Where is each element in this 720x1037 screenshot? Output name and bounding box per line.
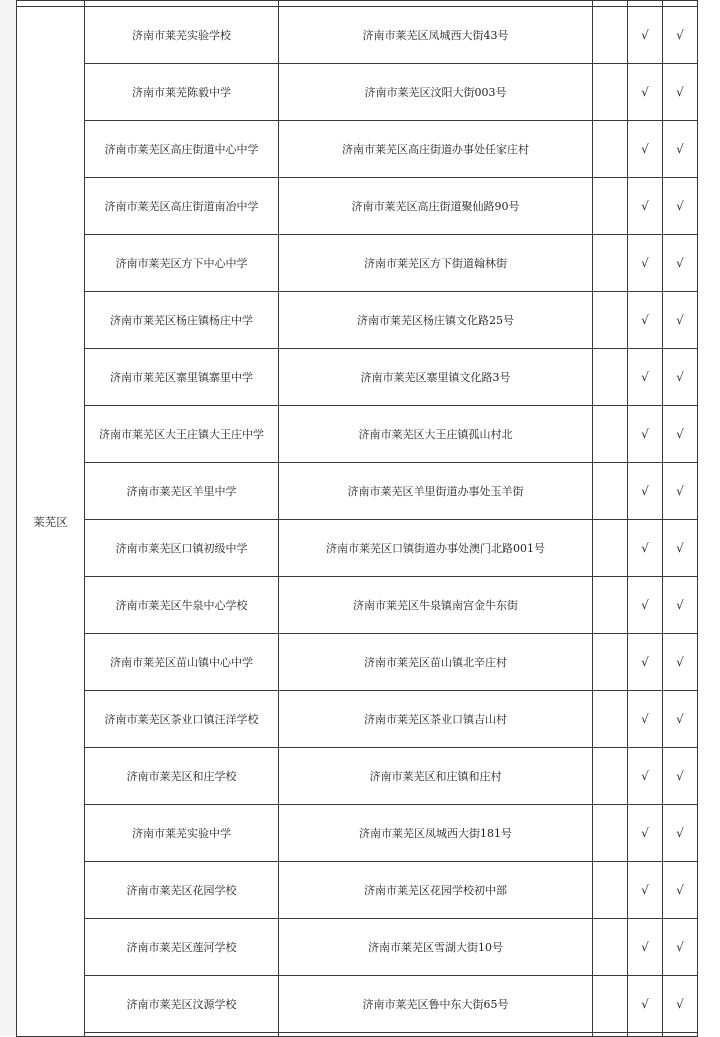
table-row — [17, 463, 698, 520]
check-mark-cell: √ — [628, 862, 663, 919]
school-name-cell: 济南市莱芜区大王庄镇大王庄中学 — [85, 406, 279, 463]
table-row — [17, 406, 698, 463]
school-name-cell: 济南市莱芜区花园学校 — [85, 862, 279, 919]
school-name-cell: 济南市莱芜实验学校 — [85, 7, 279, 64]
school-name-cell: 济南市莱芜区羊里中学 — [85, 463, 279, 520]
empty-check-cell — [593, 862, 628, 919]
table-row — [17, 862, 698, 919]
empty-check-cell — [593, 919, 628, 976]
empty-check-cell — [593, 691, 628, 748]
check-mark-cell: √ — [628, 634, 663, 691]
check-mark-cell: √ — [663, 349, 698, 406]
check-mark-cell: √ — [628, 805, 663, 862]
check-mark-cell: √ — [628, 121, 663, 178]
check-mark-cell: √ — [628, 292, 663, 349]
school-address-cell: 济南市莱芜区口镇街道办事处澳门北路001号 — [279, 520, 593, 577]
empty-check-cell — [593, 121, 628, 178]
empty-check-cell — [593, 64, 628, 121]
check-mark-cell: √ — [663, 520, 698, 577]
check-mark-cell: √ — [663, 805, 698, 862]
table-row — [17, 292, 698, 349]
school-name-cell: 济南市莱芜陈毅中学 — [85, 64, 279, 121]
check-mark-cell: √ — [628, 748, 663, 805]
check-mark-cell: √ — [628, 577, 663, 634]
check-mark-cell: √ — [663, 748, 698, 805]
empty-check-cell — [593, 292, 628, 349]
check-mark-cell: √ — [628, 178, 663, 235]
check-mark-cell: √ — [628, 406, 663, 463]
school-address-cell: 济南市莱芜区和庄镇和庄村 — [279, 748, 593, 805]
school-address-cell: 济南市莱芜区苗山镇北辛庄村 — [279, 634, 593, 691]
check-mark-cell: √ — [628, 976, 663, 1033]
school-address-cell: 济南市莱芜区方下街道翰林街 — [279, 235, 593, 292]
check-mark-cell: √ — [663, 121, 698, 178]
check-mark-cell: √ — [663, 691, 698, 748]
table-row — [17, 976, 698, 1033]
school-name-cell: 济南市莱芜区杨庄镇杨庄中学 — [85, 292, 279, 349]
schools-table-body — [17, 1, 698, 1037]
school-address-cell: 济南市莱芜区羊里街道办事处玉羊街 — [279, 463, 593, 520]
check-mark-cell: √ — [628, 691, 663, 748]
school-name-cell: 济南市莱芜实验中学 — [85, 805, 279, 862]
check-mark-cell: √ — [663, 235, 698, 292]
table-row — [17, 7, 698, 64]
table-row — [17, 64, 698, 121]
table-row — [17, 748, 698, 805]
empty-check-cell — [593, 976, 628, 1033]
school-address-cell: 济南市莱芜区茶业口镇吉山村 — [279, 691, 593, 748]
empty-check-cell — [593, 178, 628, 235]
table-row — [17, 121, 698, 178]
empty-check-cell — [593, 349, 628, 406]
school-name-cell: 济南市莱芜区口镇初级中学 — [85, 520, 279, 577]
check-mark-cell: √ — [663, 64, 698, 121]
empty-check-cell — [593, 577, 628, 634]
check-mark-cell: √ — [663, 463, 698, 520]
school-name-cell: 济南市莱芜区高庄街道南冶中学 — [85, 178, 279, 235]
school-address-cell: 济南市莱芜区汶阳大街003号 — [279, 64, 593, 121]
school-address-cell: 济南市莱芜区凤城西大街181号 — [279, 805, 593, 862]
school-address-cell: 济南市莱芜区大王庄镇孤山村北 — [279, 406, 593, 463]
check-mark-cell: √ — [628, 7, 663, 64]
check-mark-cell: √ — [663, 292, 698, 349]
district-cell: 莱芜区 — [17, 7, 85, 1037]
page-margin — [0, 0, 17, 1036]
empty-check-cell — [593, 463, 628, 520]
empty-check-cell — [593, 406, 628, 463]
school-address-cell: 济南市莱芜区杨庄镇文化路25号 — [279, 292, 593, 349]
check-mark-cell: √ — [663, 976, 698, 1033]
check-mark-cell: √ — [663, 406, 698, 463]
school-address-cell: 济南市莱芜区寨里镇文化路3号 — [279, 349, 593, 406]
check-mark-cell: √ — [663, 919, 698, 976]
school-name-cell: 济南市莱芜区高庄街道中心中学 — [85, 121, 279, 178]
check-mark-cell: √ — [663, 178, 698, 235]
empty-check-cell — [593, 805, 628, 862]
check-mark-cell: √ — [663, 577, 698, 634]
check-mark-cell: √ — [663, 7, 698, 64]
school-address-cell: 济南市莱芜区鲁中东大街65号 — [279, 976, 593, 1033]
school-name-cell: 济南市莱芜区寨里镇寨里中学 — [85, 349, 279, 406]
empty-check-cell — [593, 520, 628, 577]
check-mark-cell: √ — [628, 235, 663, 292]
check-mark-cell: √ — [628, 349, 663, 406]
check-mark-cell: √ — [628, 463, 663, 520]
schools-table — [16, 0, 698, 1037]
empty-check-cell — [593, 235, 628, 292]
empty-check-cell — [593, 748, 628, 805]
empty-check-cell — [593, 634, 628, 691]
table-row — [17, 805, 698, 862]
check-mark-cell: √ — [663, 862, 698, 919]
school-name-cell: 济南市莱芜区汶源学校 — [85, 976, 279, 1033]
check-mark-cell: √ — [628, 520, 663, 577]
school-name-cell: 济南市莱芜区茶业口镇汪洋学校 — [85, 691, 279, 748]
table-row — [17, 349, 698, 406]
table-row — [17, 691, 698, 748]
school-address-cell: 济南市莱芜区花园学校初中部 — [279, 862, 593, 919]
school-address-cell: 济南市莱芜区高庄街道办事处任家庄村 — [279, 121, 593, 178]
school-name-cell: 济南市莱芜区方下中心中学 — [85, 235, 279, 292]
school-address-cell: 济南市莱芜区牛泉镇南宫金牛东街 — [279, 577, 593, 634]
school-address-cell: 济南市莱芜区高庄街道聚仙路90号 — [279, 178, 593, 235]
school-name-cell: 济南市莱芜区牛泉中心学校 — [85, 577, 279, 634]
school-address-cell: 济南市莱芜区雪湖大街10号 — [279, 919, 593, 976]
table-row — [17, 919, 698, 976]
empty-check-cell — [593, 7, 628, 64]
school-name-cell: 济南市莱芜区和庄学校 — [85, 748, 279, 805]
school-name-cell: 济南市莱芜区莲河学校 — [85, 919, 279, 976]
school-address-cell: 济南市莱芜区凤城西大街43号 — [279, 7, 593, 64]
table-row — [17, 235, 698, 292]
check-mark-cell: √ — [628, 919, 663, 976]
table-row — [17, 520, 698, 577]
check-mark-cell: √ — [628, 64, 663, 121]
check-mark-cell: √ — [663, 634, 698, 691]
table-row — [17, 178, 698, 235]
table-row — [17, 577, 698, 634]
school-name-cell: 济南市莱芜区苗山镇中心中学 — [85, 634, 279, 691]
table-row — [17, 634, 698, 691]
